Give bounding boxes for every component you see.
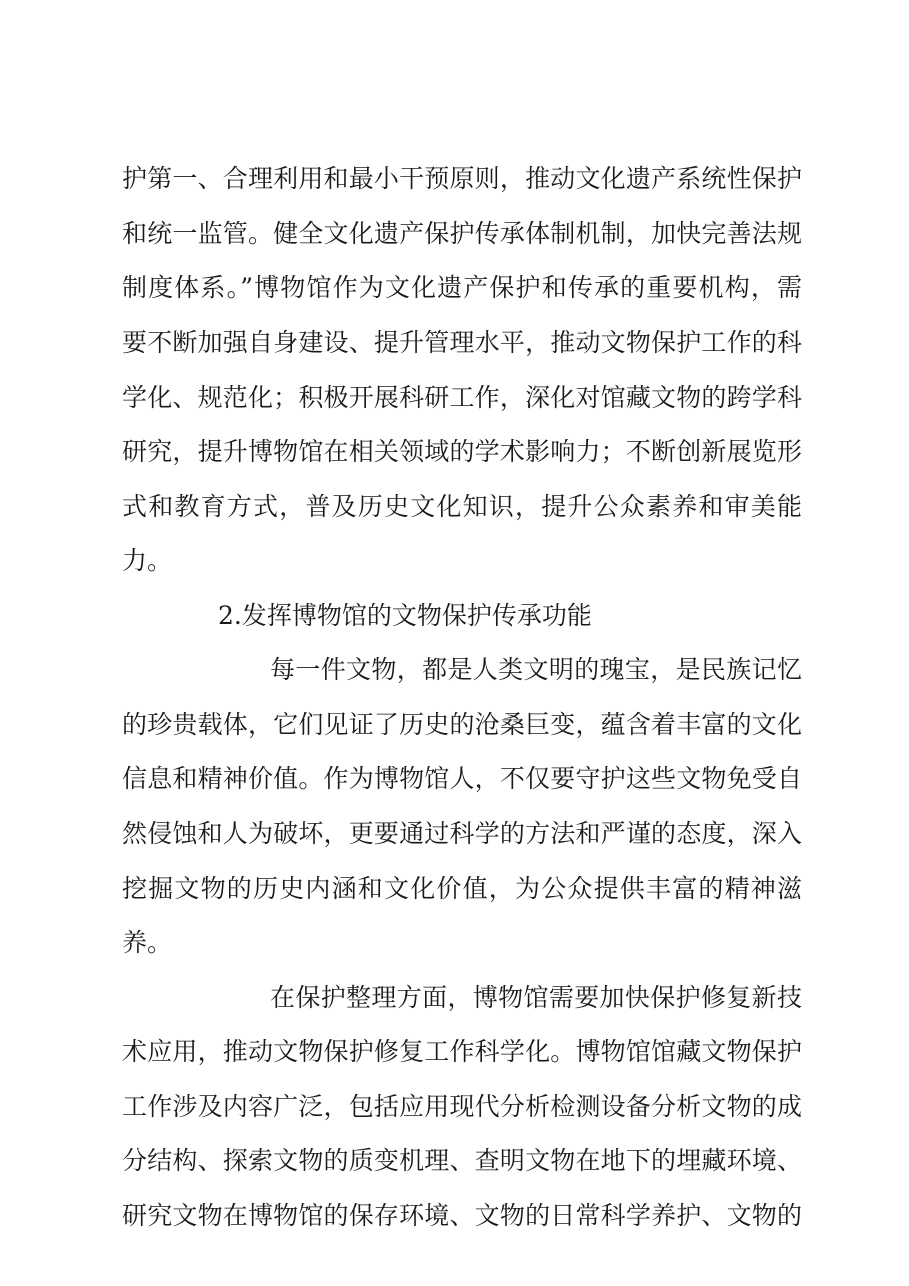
paragraph-3-line-3: 工作涉及内容广泛，包括应用现代分析检测设备分析文物的成 (122, 1092, 802, 1121)
section-heading: 2.发挥博物馆的文物保护传承功能 (218, 601, 592, 630)
paragraph-3-line-2: 术应用，推动文物保护修复工作科学化。博物馆馆藏文物保护 (122, 1037, 802, 1066)
paragraph-1-line-7: 式和教育方式，普及历史文化知识，提升公众素养和审美能 (122, 492, 802, 521)
paragraph-1-line-2: 和统一监管。健全文化遗产保护传承体制机制，加快完善法规 (122, 219, 802, 248)
paragraph-2-line-5: 挖掘文物的历史内涵和文化价值，为公众提供丰富的精神滋 (122, 874, 802, 903)
paragraph-2-line-4: 然侵蚀和人为破坏，更要通过科学的方法和严谨的态度，深入 (122, 819, 802, 848)
paragraph-1-line-1: 护第一、合理利用和最小干预原则，推动文化遗产系统性保护 (122, 164, 802, 193)
paragraph-2-line-2: 的珍贵载体，它们见证了历史的沧桑巨变，蕴含着丰富的文化 (122, 710, 802, 739)
paragraph-2-line-6: 养。 (122, 928, 173, 957)
paragraph-1-line-8: 力。 (122, 546, 173, 575)
paragraph-3-line-4: 分结构、探索文物的质变机理、查明文物在地下的埋藏环境、 (122, 1146, 802, 1175)
paragraph-3-line-1: 在保护整理方面，博物馆需要加快保护修复新技 (270, 983, 802, 1012)
paragraph-1-line-5: 学化、规范化；积极开展科研工作，深化对馆藏文物的跨学科 (122, 383, 802, 412)
paragraph-1-line-6: 研究，提升博物馆在相关领域的学术影响力；不断创新展览形 (122, 437, 802, 466)
paragraph-1-line-4: 要不断加强自身建设、提升管理水平，推动文物保护工作的科 (122, 328, 802, 357)
paragraph-1-line-3: 制度体系。”博物馆作为文化遗产保护和传承的重要机构，需 (122, 273, 802, 302)
paragraph-2-line-3: 信息和精神价值。作为博物馆人，不仅要守护这些文物免受自 (122, 764, 802, 793)
paragraph-3-line-5: 研究文物在博物馆的保存环境、文物的日常科学养护、文物的 (122, 1201, 802, 1230)
paragraph-2-line-1: 每一件文物，都是人类文明的瑰宝，是民族记忆 (270, 655, 802, 684)
